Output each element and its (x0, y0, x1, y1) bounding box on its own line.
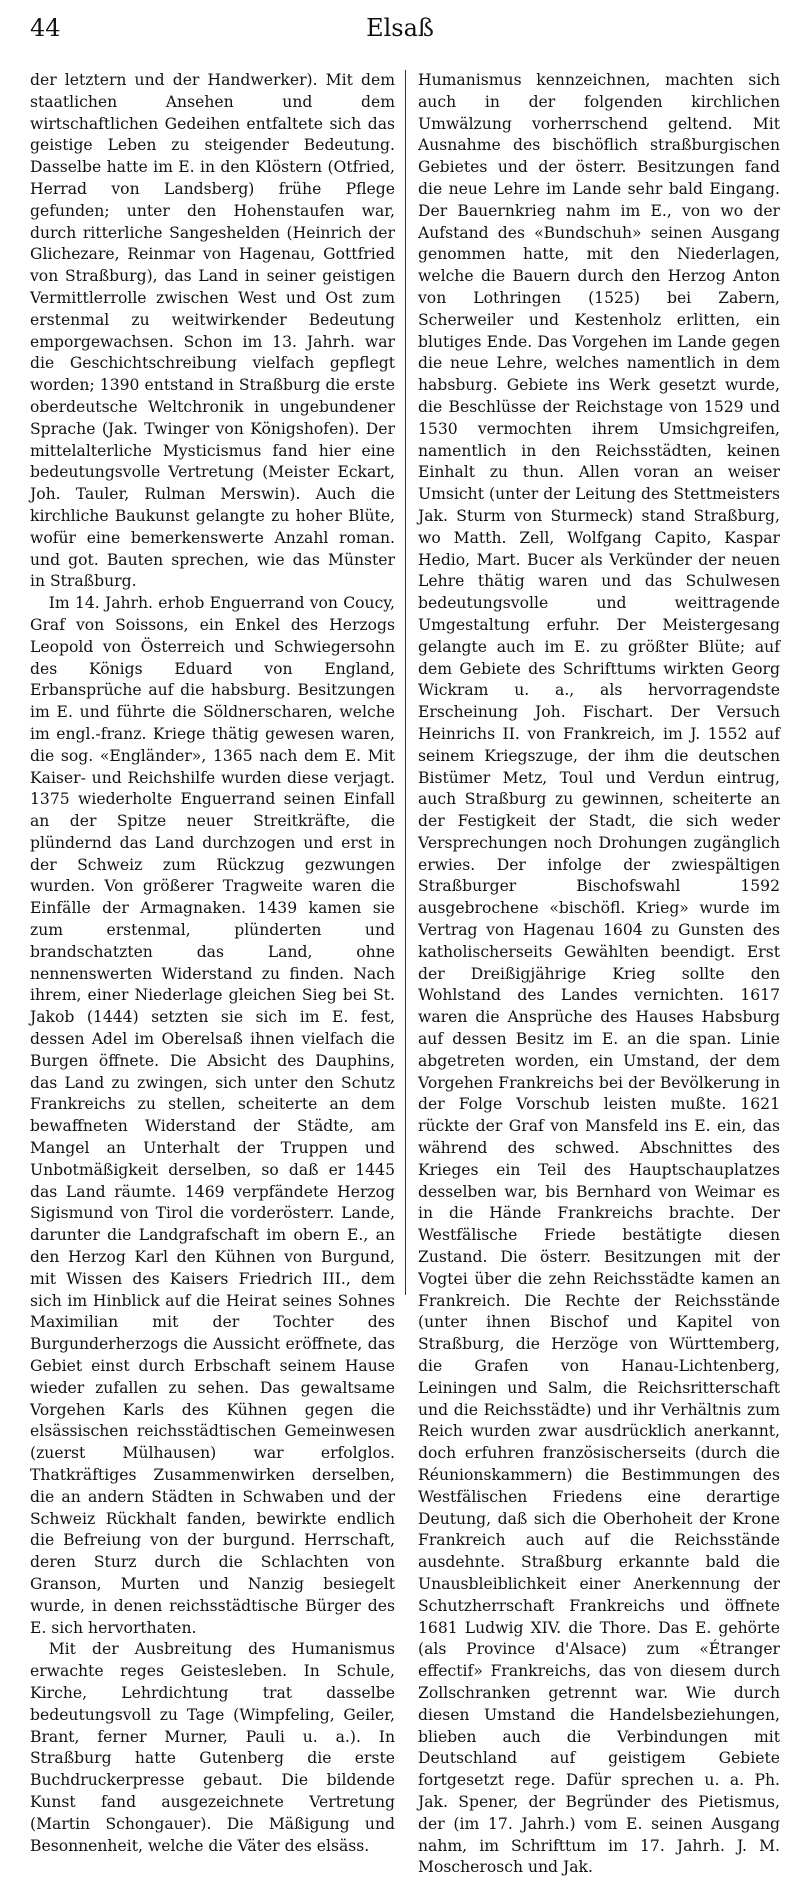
paragraph: Mit der Ausbreitung des Humanismus erwachte reges Geistesleben. In Schule, Kirche, Lehrdichtung trat dasselbe bedeutungsvoll zu Tage (Wimpfeling, Geiler, Brant, ferner Murner, Pauli u. a.). In Straßburg hatte Gutenberg die erste Buchdruckerpresse gebaut. Die bildende Kunst fand ausgezeichnete Vertretung (Martin Schongauer). Die Mäßigung und Besonnenheit, welche die Väter des elsäss. (30, 1640, 395, 1855)
paragraph: Humanismus kennzeichnen, machten sich auch in der folgenden kirchlichen Umwälzung vorherrschend geltend. Mit Ausnahme des bischöflich straßburgischen Gebietes und der österr. Besitzungen fand die neue Lehre im Lande sehr bald Eingang. Der Bauernkrieg nahm im E., von wo der Aufstand des «Bundschuh» seinen Ausgang genommen hatte, mit den Niederlagen, welche die Bauern durch den Herzog Anton von Lothringen (1525) bei Zabern, Scherweiler und Kestenholz erlitten, ein blutiges Ende. Das Vorgehen im Lande gegen die neue Lehre, welches namentlich in dem habsburg. Gebiete ins Werk gesetzt wurde, die Beschlüsse der Reichstage von 1529 und 1530 vermochten ihrem Umsichgreifen, namentlich in den Reichsstädten, keinen Einhalt zu thun. Allen voran an weiser Umsicht (unter der Leitung des Stettmeisters Jak. Sturm von Sturmeck) stand Straßburg, wo Matth. Zell, Wolfgang Capito, Kaspar Hedio, Mart. Bucer als Verkünder der neuen Lehre thätig waren und das Schulwesen bedeutungsvolle und weittragende Umgestaltung erfuhr. Der Meistergesang gelangte auch im E. zu größter Blüte; auf dem Gebiete des Schrifttums wirkten Georg Wickram u. a., als hervorragendste Erscheinung Joh. Fischart. Der Versuch Heinrichs II. von Frankreich, im J. 1552 auf seinem Kriegszuge, der ihm die deutschen Bistümer Metz, Toul und Verdun eintrug, auch Straßburg zu gewinnen, scheiterte an der Festigkeit der Stadt, die sich weder Versprechungen noch Drohungen zugänglich erwies. Der infolge der zwiespältigen Straßburger Bischofswahl 1592 ausgebrochene «bischöfl. Krieg» wurde im Vertrag von Hagenau 1604 zu Gunsten des katholischerseits Gewählten beendigt. Erst der Dreißigjährige Krieg sollte den Wohlstand des Landes vernichten. 1617 waren die Ansprüche des Hauses Habsburg auf dessen Besitz im E. an die span. Linie abgetreten worden, ein Umstand, der dem Vorgehen Frankreichs bei der Bevölkerung in der Folge Vorschub leisten mußte. 1621 rückte der Graf von Mansfeld ins E. ein, das während des schwed. Abschnittes des Krieges ein Teil des Hauptschauplatzes desselben war, bis Bernhard von Weimar es in die Hände Frankreichs brachte. Der Westfälische Friede bestätigte diesen Zustand. Die österr. Besitzungen mit der Vogtei über die zehn Reichsstädte kamen an Frankreich. Die Rechte der Reichsstände (unter ihnen Bischof und Kapitel von Straßburg, die Herzöge von Württemberg, die Grafen von Hanau-Lichtenberg, Leiningen und Salm, die Reichsritterschaft und die Reichsstädte) und ihr Verhältnis zum Reich wurden zwar ausdrücklich anerkannt, doch erfuhren französischerseits (durch die Réunionskammern) die Bestimmungen des Westfälischen Friedens eine derartige Deutung, daß sich die Oberhoheit der Krone Frankreich auch auf die Reichsstände ausdehnte. Straßburg erkannte bald die Unausbleiblichkeit einer Anerkennung der Schutzherrschaft Frankreichs und öffnete 1681 Ludwig XIV. die Thore. Das E. gehörte (als Province d'Alsace) zum «Étranger effectif» Frankreichs, das von diesem durch Zollschranken getrennt war. Wie durch diesen Umstand die Handelsbeziehungen, blieben auch die Verbindungen mit Deutschland auf geistigem Gebiete fortgesetzt rege. Dafür sprechen u. a. Ph. Jak. Spener, der Begründer des Pietismus, der (im 17. Jahrh.) vom E. seinen Ausgang nahm, im Schrifttum im 17. Jahrh. J. M. Moscherosch und Jak. (418, 71, 780, 1877)
paragraph: Im 14. Jahrh. erhob Enguerrand von Coucy, Graf von Soissons, ein Enkel des Herzogs Leopold von Österreich und Schwiegersohn des Königs Eduard von England, Erbansprüche auf die habsburg. Besitzungen im E. und führte die Söldnerscharen, welche im engl.-franz. Kriege thätig gewesen waren, die sog. «Engländer», 1365 nach dem E. Mit Kaiser- und Reichshilfe wurden diese verjagt. 1375 wiederholte Enguerrand seinen Einfall an der Spitze neuer Streitkräfte, die plündernd das Land durchzogen und erst in der Schweiz zum Rückzug gezwungen wurden. Von größerer Tragweite waren die Einfälle der Armagnaken. 1439 kamen sie zum erstenmal, plünderten und brandschatzten das Land, ohne nennenswerten Widerstand zu finden. Nach ihrem, einer Niederlage gleichen Sieg bei St. Jakob (1444) setzten sie sich im E. fest, dessen Adel im Oberelsaß ihnen vielfach die Burgen öffnete. Die Absicht des Dauphins, das Land zu zwingen, sich unter den Schutz Frankreichs zu stellen, scheiterte an dem bewaffneten Widerstand der Städte, am Mangel an Unterhalt der Truppen und Unbotmäßigkeit derselben, so daß er 1445 das Land räumte. 1469 verpfändete Herzog Sigismund von Tirol die vorderösterr. Lande, darunter die Landgrafschaft im obern E., an den Herzog Karl den Kühnen von Burgund, mit Wissen des Kaisers Friedrich III., dem sich im Hinblick auf die Heirat seines Sohnes Maximilian mit der Tochter des Burgunderherzogs die Aussicht eröffnete, das Gebiet einst durch Erbschaft seinem Hause wieder zufallen zu sehen. Das gewaltsame Vorgehen Karls des Kühnen gegen die elsässischen reichsstädtischen Gemeinwesen (zuerst Mülhausen) war erfolglos. Thatkräftiges Zusammenwirken derselben, die an andern Städten in Schwaben und der Schweiz Rückhalt fanden, bewirkte endlich die Befreiung von der burgund. Herrschaft, deren Sturz durch die Schlachten von Granson, Murten und Nanzig besiegelt wurde, in denen reichsstädtische Bürger des E. sich hervorthaten. (30, 594, 395, 1637)
page-number: 44 (30, 14, 61, 42)
text-columns (30, 70, 780, 1877)
page-header (30, 10, 770, 50)
right-column (405, 70, 780, 1877)
left-column (30, 70, 405, 1855)
paragraph: der letztern und der Handwerker). Mit dem staatlichen Ansehen und dem wirtschaftlichen Gedeihen entfaltete sich das geistige Leben zu steigender Bedeutung. Dasselbe hatte im E. in den Klöstern (Otfried, Herrad von Landsberg) frühe Pflege gefunden; unter den Hohenstaufen war, durch ritterliche Sangeshelden (Heinrich der Glichezare, Reinmar von Hagenau, Gottfried von Straßburg), das Land in seiner geistigen Vermittlerrolle zwischen West und Ost zum erstenmal zu weitwirkender Bedeutung emporgewachsen. Schon im 13. Jahrh. war die Geschichtschreibung vielfach gepflegt worden; 1390 entstand in Straßburg die erste oberdeutsche Weltchronik in ungebundener Sprache (Jak. Twinger von Königshofen). Der mittelalterliche Mysticismus fand hier eine bedeutungsvolle Vertretung (Meister Eckart, Joh. Tauler, Rulman Merswin). Auch die kirchliche Baukunst gelangte zu hoher Blüte, wofür eine bemerkenswerte Anzahl roman. und got. Bauten sprechen, wie das Münster in Straßburg. (30, 71, 395, 591)
running-head: Elsaß (366, 14, 434, 42)
